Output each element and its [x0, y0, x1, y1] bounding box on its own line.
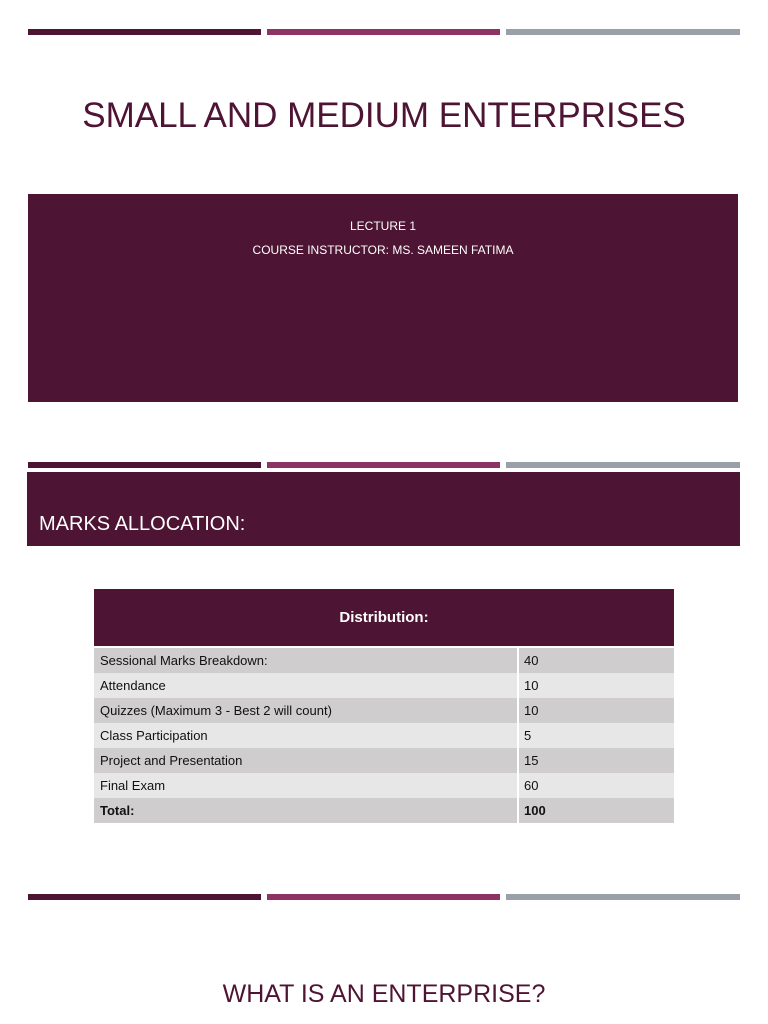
table-row: [94, 773, 674, 798]
table-row: [94, 748, 674, 773]
slide3-title: WHAT IS AN ENTERPRISE?: [222, 980, 546, 1008]
row-value: 60: [524, 778, 539, 793]
instructor-label: COURSE INSTRUCTOR: MS. SAMEEN FATIMA: [252, 243, 514, 257]
slide2-stripe-accent: [267, 462, 500, 468]
table-row: [94, 646, 674, 673]
slide1-subtitle-box: [28, 194, 738, 402]
table-header: Distribution:: [94, 589, 674, 646]
slide1-stripe-dark: [28, 29, 261, 35]
slide1-stripe-gray: [506, 29, 740, 35]
row-label: Quizzes (Maximum 3 - Best 2 will count): [94, 698, 519, 723]
row-label: Project and Presentation: [94, 748, 519, 773]
row-label: Class Participation: [94, 723, 519, 748]
row-value: 5: [524, 728, 532, 743]
row-label: Attendance: [94, 673, 519, 698]
row-value: 10: [524, 678, 539, 693]
row-value: 100: [524, 803, 546, 818]
row-value: 15: [524, 753, 539, 768]
row-label: Sessional Marks Breakdown:: [94, 648, 519, 673]
table-row: [94, 698, 674, 723]
row-label: Total:: [94, 798, 519, 823]
row-label: Final Exam: [94, 773, 519, 798]
slide2-stripe-gray: [506, 462, 740, 468]
slide1-stripe-accent: [267, 29, 500, 35]
row-value: 40: [524, 653, 539, 668]
table-row-total: [94, 798, 674, 823]
slide2-header: [27, 472, 740, 546]
lecture-label: LECTURE 1: [349, 219, 417, 233]
marks-table: [94, 589, 674, 823]
table-row: [94, 673, 674, 698]
slide2-title: MARKS ALLOCATION:: [39, 513, 246, 535]
slide3-stripe-gray: [506, 894, 740, 900]
slide2-stripe-dark: [28, 462, 261, 468]
slide3-stripe-dark: [28, 894, 261, 900]
row-value: 10: [524, 703, 539, 718]
slide3-stripe-accent: [267, 894, 500, 900]
slide1-title: SMALL AND MEDIUM ENTERPRISES: [82, 96, 686, 135]
table-row: [94, 723, 674, 748]
